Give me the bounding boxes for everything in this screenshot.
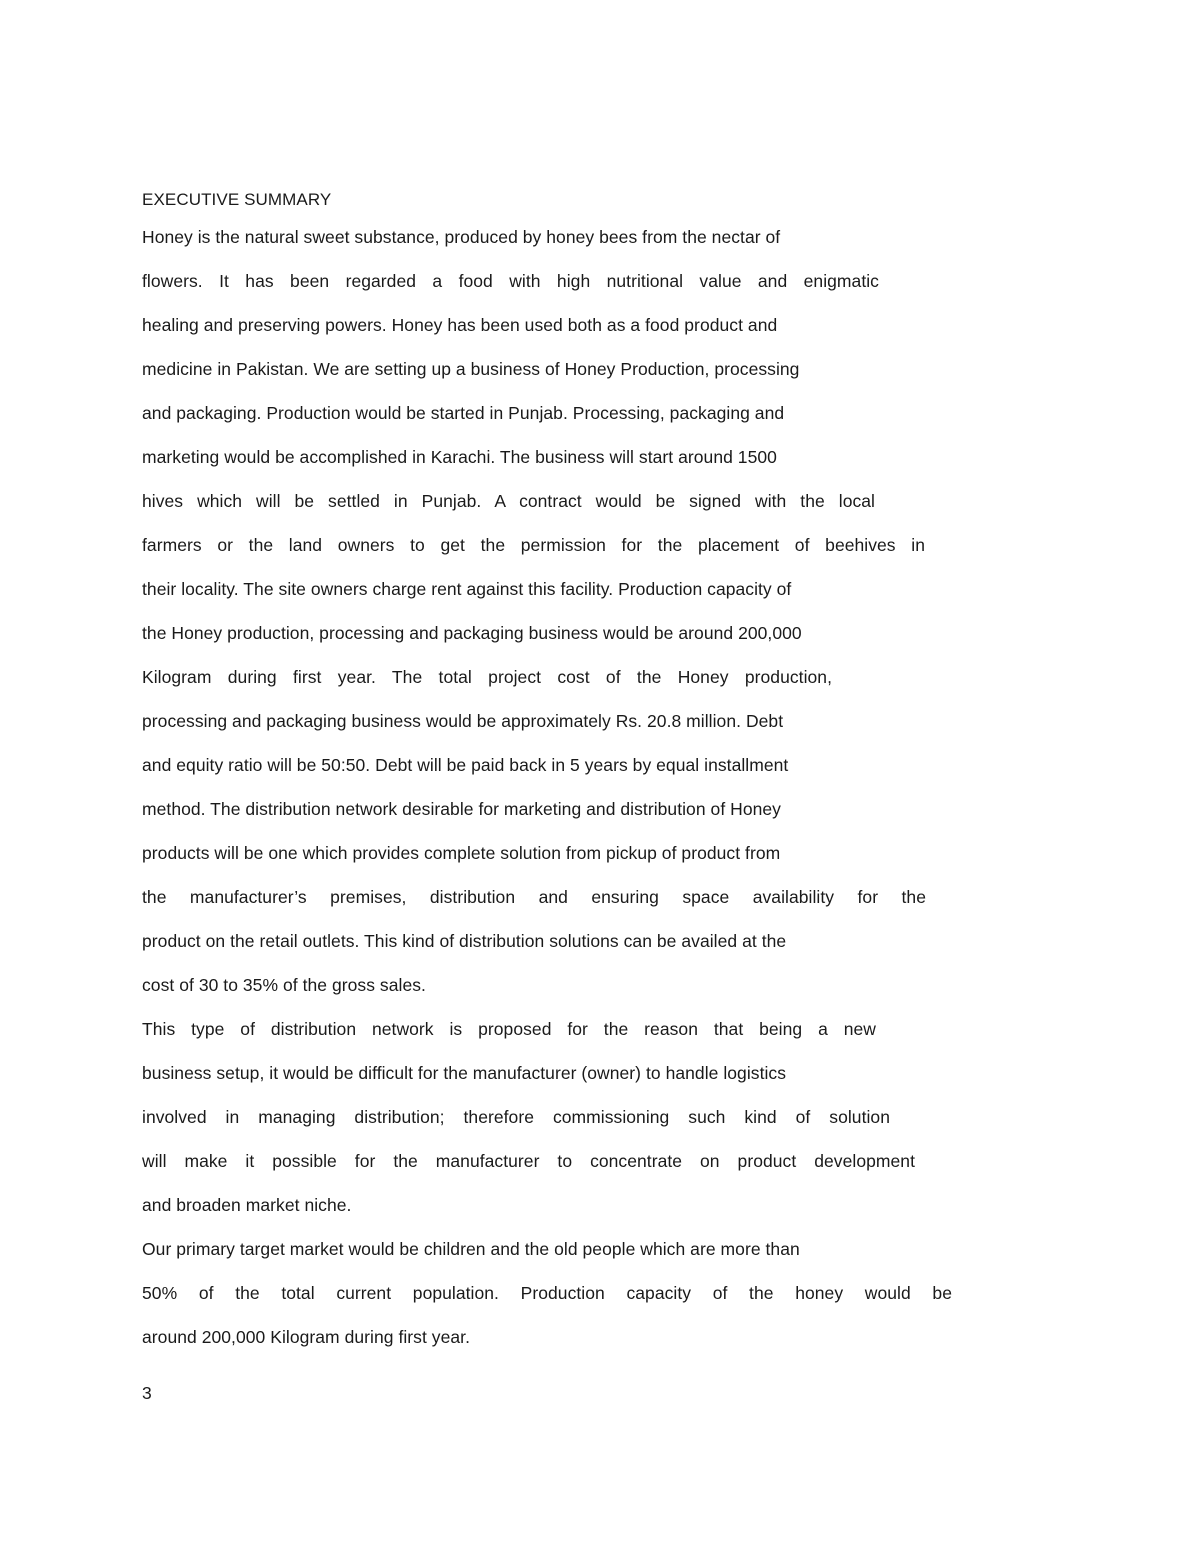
text-line: farmers or the land owners to get the permission for the placement of beehives in — [142, 535, 925, 555]
text-line: method. The distribution network desirable for marketing and distribution of Honey — [142, 799, 781, 819]
text-line: processing and packaging business would be approximately Rs. 20.8 million. Debt — [142, 711, 784, 731]
page-number: 3 — [142, 1383, 152, 1403]
text-line: the manufacturer’s premises, distribution and ensuring space availability for the — [142, 887, 926, 907]
text-line: hives which will be settled in Punjab. A contract would be signed with the local — [142, 491, 875, 511]
section-heading: EXECUTIVE SUMMARY — [142, 190, 332, 209]
text-line: will make it possible for the manufacturer to concentrate on product development — [142, 1151, 915, 1171]
text-line: involved in managing distribution; therefore commissioning such kind of solution — [142, 1107, 890, 1127]
text-line: 50% of the total current population. Production capacity of the honey would be — [142, 1283, 952, 1303]
text-line: marketing would be accomplished in Karachi. The business will start around 1500 — [142, 447, 777, 467]
text-line: healing and preserving powers. Honey has been used both as a food product and — [142, 315, 778, 335]
text-line: This type of distribution network is proposed for the reason that being a new — [142, 1019, 876, 1039]
text-line: business setup, it would be difficult for the manufacturer (owner) to handle logistics — [142, 1063, 787, 1083]
text-line: cost of 30 to 35% of the gross sales. — [142, 975, 426, 995]
text-line: product on the retail outlets. This kind of distribution solutions can be availed at the — [142, 931, 787, 951]
text-line: and equity ratio will be 50:50. Debt will be paid back in 5 years by equal installment — [142, 755, 789, 775]
text-line: and broaden market niche. — [142, 1195, 352, 1215]
text-line: products will be one which provides complete solution from pickup of product from — [142, 843, 781, 863]
text-line: their locality. The site owners charge rent against this facility. Production capacity of — [142, 579, 792, 599]
text-line: flowers. It has been regarded a food with high nutritional value and enigmatic — [142, 271, 879, 291]
text-line: Honey is the natural sweet substance, produced by honey bees from the nectar of — [142, 227, 781, 247]
paragraph-lines — [142, 225, 962, 1349]
document-body — [142, 188, 962, 1369]
text-line: medicine in Pakistan. We are setting up a business of Honey Production, processing — [142, 359, 800, 379]
text-line: Our primary target market would be children and the old people which are more than — [142, 1239, 800, 1259]
text-line: Kilogram during first year. The total project cost of the Honey production, — [142, 667, 832, 687]
text-line: the Honey production, processing and packaging business would be around 200,000 — [142, 623, 802, 643]
text-line: around 200,000 Kilogram during first year. — [142, 1327, 470, 1347]
text-line: and packaging. Production would be started in Punjab. Processing, packaging and — [142, 403, 785, 423]
